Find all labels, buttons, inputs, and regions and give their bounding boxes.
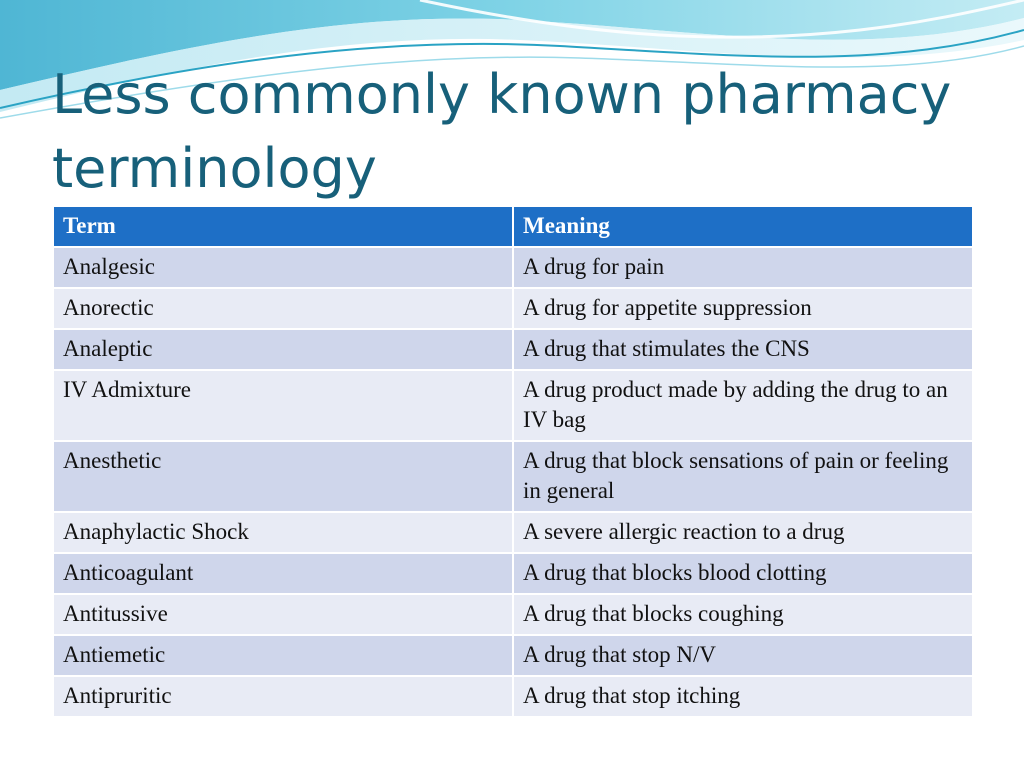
meaning-cell: A drug that stop N/V: [513, 635, 973, 676]
meaning-cell: A drug that stimulates the CNS: [513, 329, 973, 370]
slide-title: Less commonly known pharmacy terminology: [52, 63, 952, 200]
term-cell: IV Admixture: [53, 370, 513, 441]
term-cell: Analgesic: [53, 247, 513, 288]
header-meaning: Meaning: [513, 206, 973, 247]
table-row: [53, 676, 973, 717]
terminology-table: [52, 205, 974, 718]
table-row: [53, 512, 973, 553]
meaning-cell: A drug that blocks blood clotting: [513, 553, 973, 594]
meaning-cell: A drug that stop itching: [513, 676, 973, 717]
term-cell: Anesthetic: [53, 441, 513, 512]
table-row: [53, 247, 973, 288]
table-row: [53, 553, 973, 594]
meaning-cell: A drug for pain: [513, 247, 973, 288]
table-row: [53, 635, 973, 676]
term-cell: Antiemetic: [53, 635, 513, 676]
term-cell: Anticoagulant: [53, 553, 513, 594]
term-cell: Anaphylactic Shock: [53, 512, 513, 553]
term-cell: Antipruritic: [53, 676, 513, 717]
meaning-cell: A drug that blocks coughing: [513, 594, 973, 635]
term-cell: Anorectic: [53, 288, 513, 329]
table-row: [53, 288, 973, 329]
header-term: Term: [53, 206, 513, 247]
table-header-row: [53, 206, 973, 247]
meaning-cell: A drug product made by adding the drug to an IV bag: [513, 370, 973, 441]
table-row: [53, 329, 973, 370]
term-cell: Analeptic: [53, 329, 513, 370]
meaning-cell: A drug for appetite suppression: [513, 288, 973, 329]
table-row: [53, 370, 973, 441]
meaning-cell: A drug that block sensations of pain or feeling in general: [513, 441, 973, 512]
table-row: [53, 441, 973, 512]
term-cell: Antitussive: [53, 594, 513, 635]
table-row: [53, 594, 973, 635]
meaning-cell: A severe allergic reaction to a drug: [513, 512, 973, 553]
